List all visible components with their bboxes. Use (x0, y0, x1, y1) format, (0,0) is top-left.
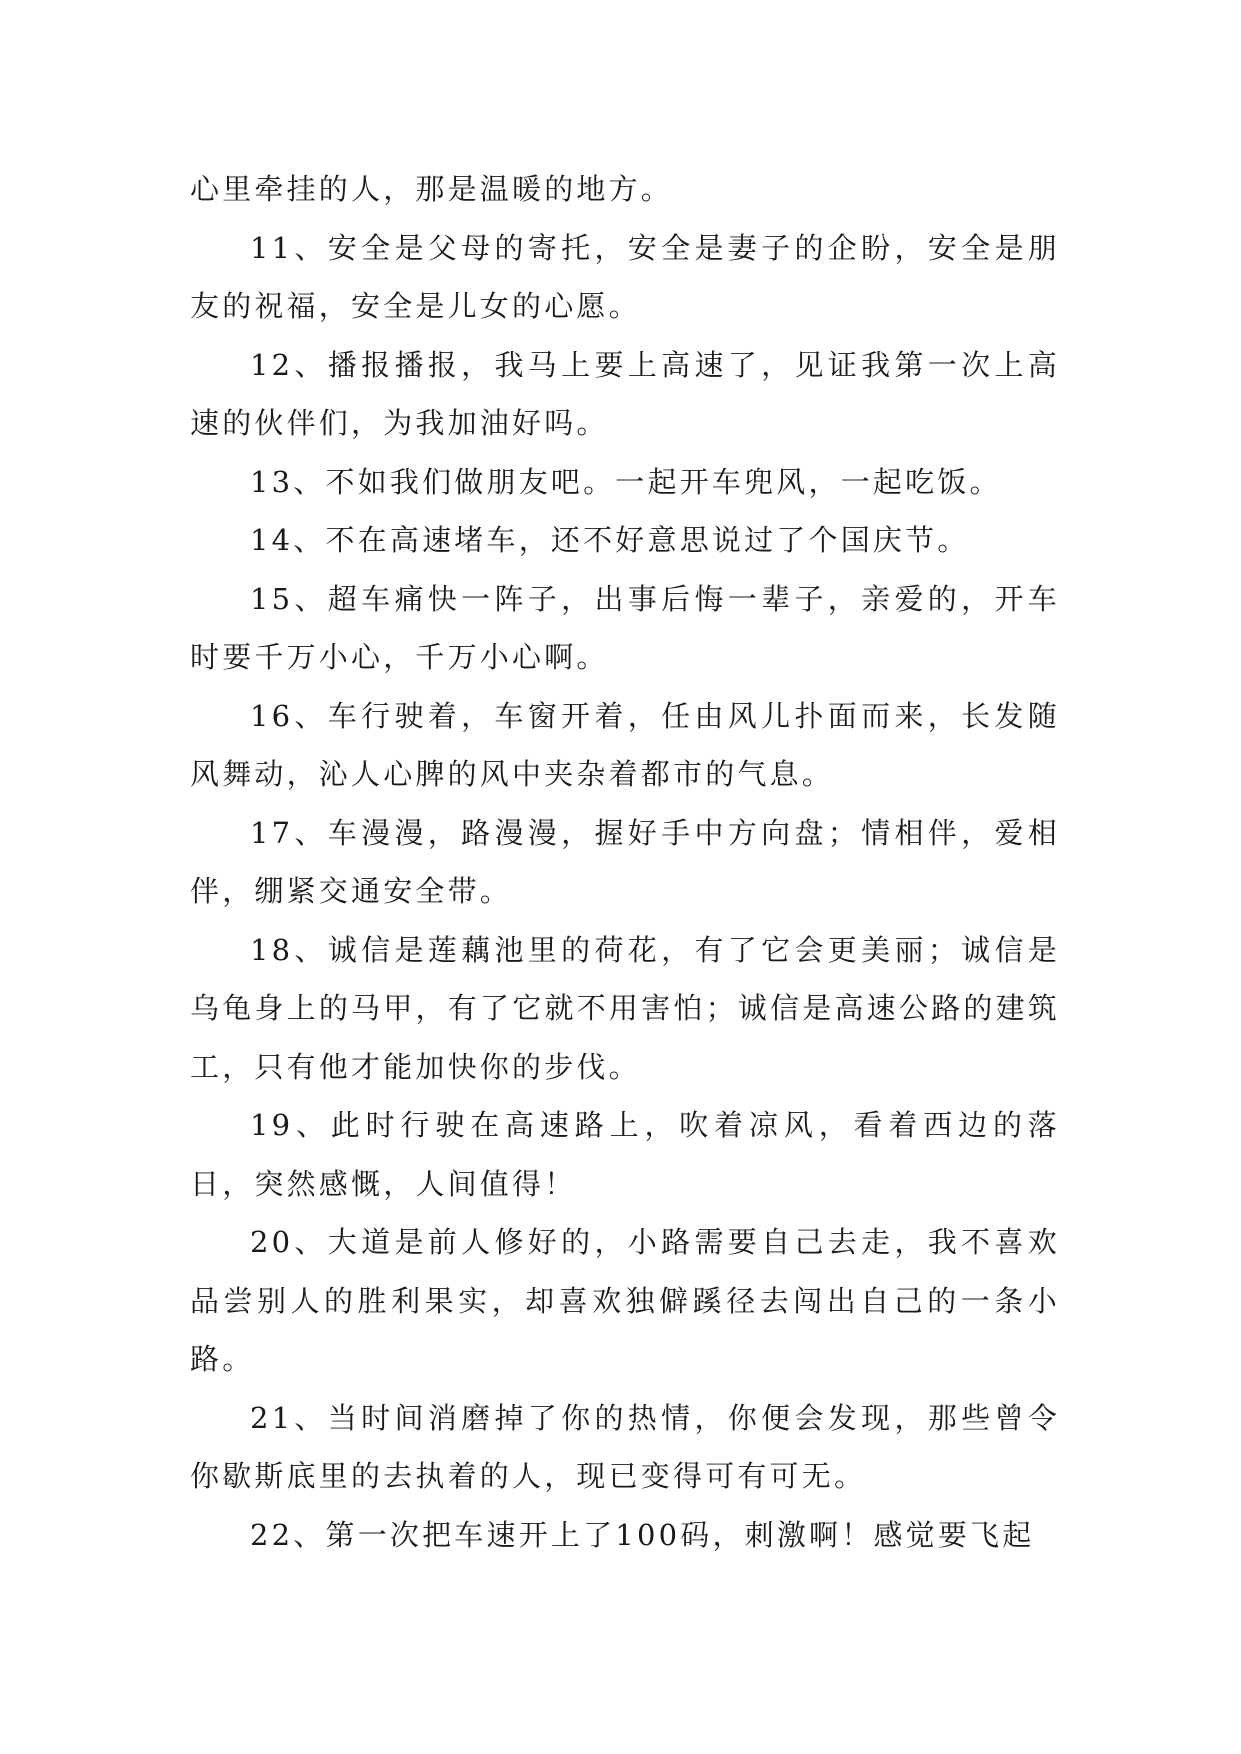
paragraph-13: 13、不如我们做朋友吧。一起开车兜风，一起吃饭。 (250, 464, 1002, 499)
paragraph-16: 16、车行驶着，车窗开着，任由风儿扑面而来，长发随风舞动，沁人心脾的风中夹杂着都市的气息。 (190, 698, 1060, 791)
paragraph-17: 17、车漫漫，路漫漫，握好手中方向盘；情相伴，爱相伴，绷紧交通安全带。 (190, 815, 1060, 908)
paragraph-15: 15、超车痛快一阵子，出事后悔一辈子，亲爱的，开车时要千万小心，千万小心啊。 (190, 581, 1060, 674)
paragraph-18: 18、诚信是莲藕池里的荷花，有了它会更美丽；诚信是乌龟身上的马甲，有了它就不用害怕；诚信是高速公路的建筑工，只有他才能加快你的步伐。 (190, 932, 1060, 1084)
paragraph-20: 20、大道是前人修好的，小路需要自己去走，我不喜欢品尝别人的胜利果实，却喜欢独僻蹊径去闯出自己的一条小路。 (190, 1225, 1060, 1376)
paragraph-11: 11、安全是父母的寄托，安全是妻子的企盼，安全是朋友的祝福，安全是儿女的心愿。 (190, 230, 1060, 323)
document-body (190, 160, 1060, 1564)
paragraph-19: 19、此时行驶在高速路上，吹着凉风，看着西边的落日，突然感慨，人间值得！ (190, 1108, 1060, 1201)
paragraph-22: 22、第一次把车速开上了100码，刺激啊！感觉要飞起 (250, 1517, 1035, 1552)
paragraph-14: 14、不在高速堵车，还不好意思说过了个国庆节。 (250, 523, 970, 557)
paragraph-12: 12、播报播报，我马上要上高速了，见证我第一次上高速的伙伴们，为我加油好吗。 (190, 347, 1060, 440)
paragraph-0: 心里牵挂的人，那是温暖的地方。 (190, 172, 674, 206)
paragraph-21: 21、当时间消磨掉了你的热情，你便会发现，那些曾令你歇斯底里的去执着的人，现已变得可有可无。 (190, 1400, 1060, 1493)
